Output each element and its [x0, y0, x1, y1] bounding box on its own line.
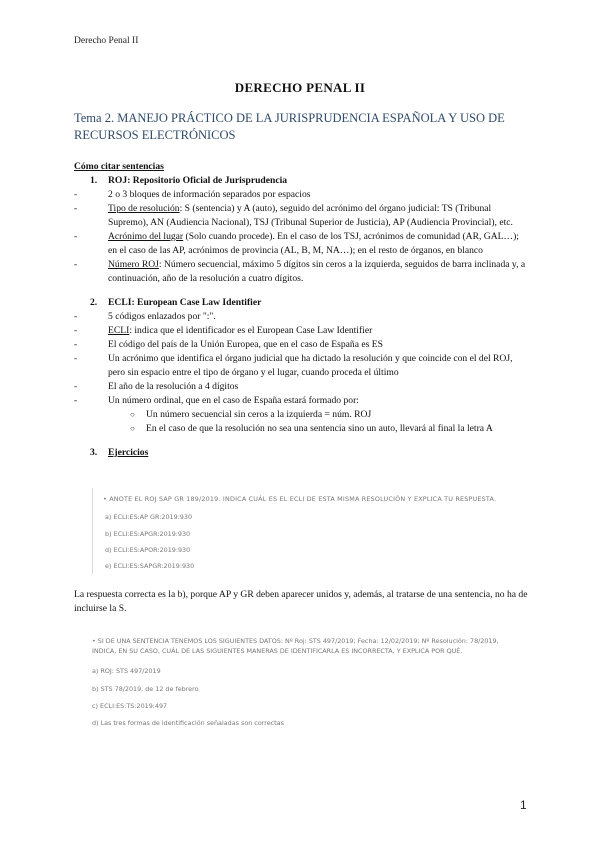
sub-item-text: En el caso de que la resolución no sea una sentencia sino un auto, llevará al final la letra A: [146, 423, 493, 434]
list-item: [74, 380, 528, 394]
ecli-heading: [90, 296, 528, 310]
item-text: : indica que el identificador es el European Case Law Identifier: [129, 325, 373, 336]
list-item: [74, 258, 528, 286]
list-item: [74, 352, 528, 380]
list-item: [74, 230, 528, 258]
sub-list-item: [130, 422, 528, 436]
exercises-title: Ejercicios: [108, 447, 149, 458]
item-text: 5 códigos enlazados por ":".: [108, 311, 216, 322]
exercise-2-image: [92, 636, 522, 727]
dash-bullet: -: [74, 231, 78, 242]
circle-bullet-icon: ○: [130, 410, 135, 419]
item-prefix: Número ROJ: [108, 259, 159, 270]
item-text: Un número ordinal, que en el caso de España estará formado por:: [108, 395, 359, 406]
exercises-number: 3.: [90, 447, 98, 458]
item-text: 2 o 3 bloques de información separados por espacios: [108, 189, 311, 200]
exercise-1-question: • ANOTE EL ROJ SAP GR 189/2019. INDICA CUÁL ES EL ECLI DE ESTA MISMA RESOLUCIÓN Y EXPLICA TU RESPUESTA.: [103, 495, 497, 503]
list-item-text: [108, 380, 528, 394]
exercise-option: a) ECLI:ES:AP GR:2019:930: [105, 513, 193, 521]
exercise-option: d) Las tres formas de identificación señaladas son correctas: [92, 719, 284, 727]
exercise-option: b) ECLI:ES:APGR:2019:930: [105, 530, 191, 538]
list-item-text: [108, 324, 528, 338]
dash-bullet: -: [74, 395, 78, 406]
list-item-text: [108, 188, 528, 202]
item-prefix: Acrónimo del lugar: [108, 231, 184, 242]
exercise-option: e) ECLI:ES:SAPGR:2019:930: [105, 562, 195, 570]
ecli-list: [74, 310, 528, 408]
dash-bullet: -: [74, 339, 78, 350]
dash-bullet: -: [74, 353, 78, 364]
roj-heading: [90, 174, 528, 188]
exercise-1-image: [92, 488, 513, 574]
roj-title: ROJ: Repositorio Oficial de Jurisprudencia: [108, 175, 288, 186]
item-text: : S (sentencia) y A (auto), seguido del acrónimo del órgano judicial: TS (Tribunal Supremo), AN (Audiencia Nacional), TSJ (Tribunal Superior de Justicia), AP (Audiencia Provincial), etc.: [108, 203, 513, 228]
sub-item-text: Un número secuencial sin ceros a la izquierda = núm. ROJ: [146, 409, 372, 420]
exercise-option: c) ECLI:ES:TS:2019:497: [92, 702, 168, 710]
sub-list-item: [130, 408, 528, 422]
list-item: [74, 310, 528, 324]
list-item-text: [108, 310, 528, 324]
list-item: [74, 202, 528, 230]
document-title: DERECHO PENAL II: [234, 80, 366, 95]
list-item-text: [108, 258, 528, 286]
list-item-text: [108, 230, 528, 258]
roj-number: 1.: [90, 175, 98, 186]
ecli-sublist: [74, 408, 528, 436]
item-text: El código del país de la Unión Europea, que en el caso de España es ES: [108, 339, 383, 350]
running-header: Derecho Penal II: [74, 36, 139, 46]
list-item-text: [108, 202, 528, 230]
dash-bullet: -: [74, 325, 78, 336]
circle-bullet-icon: ○: [130, 424, 135, 433]
dash-bullet: -: [74, 259, 78, 270]
item-prefix: Tipo de resolución: [108, 203, 180, 214]
topic-title: Tema 2. MANEJO PRÁCTICO DE LA JURISPRUDENCIA ESPAÑOLA Y USO DE RECURSOS ELECTRÓNICOS: [74, 111, 505, 142]
list-item: [74, 394, 528, 408]
item-prefix: ECLI: [108, 325, 130, 336]
ecli-number: 2.: [90, 297, 98, 308]
list-item: [74, 338, 528, 352]
section-heading: Cómo citar sentencias: [74, 161, 164, 172]
item-text: (Solo cuando procede). En el caso de los TSJ, acrónimos de comunidad (AR, GAL…); en el caso de las AP, acrónimos de provincia (AL, B, M, NA…); en el resto de órganos, en blanco: [108, 231, 519, 256]
item-text: : Número secuencial, máximo 5 dígitos sin ceros a la izquierda, seguidos de barra inclinada y, a continuación, año de la resolución a cuatro dígitos.: [108, 259, 526, 284]
list-item: [74, 188, 528, 202]
item-text: El año de la resolución a 4 dígitos: [108, 381, 239, 392]
list-item-text: [108, 352, 528, 380]
roj-list: [74, 188, 528, 286]
list-item-text: [108, 338, 528, 352]
list-item-text: [108, 394, 528, 408]
exercise-option: a) ROJ: STS 497/2019: [92, 667, 161, 675]
dash-bullet: -: [74, 311, 78, 322]
dash-bullet: -: [74, 203, 78, 214]
dash-bullet: -: [74, 381, 78, 392]
dash-bullet: -: [74, 189, 78, 200]
page-number: 1: [520, 798, 527, 812]
main-content: [74, 160, 528, 460]
exercises-heading: [90, 446, 528, 460]
ecli-title: ECLI: European Case Law Identifier: [108, 297, 262, 308]
item-text: Un acrónimo que identifica el órgano judicial que ha dictado la resolución y que coincide con el del ROJ, pero sin espacio entre el tipo de órgano y el lugar, cuando proceda el último: [108, 353, 513, 378]
list-item: [74, 324, 528, 338]
exercise-2-question: • SI DE UNA SENTENCIA TENEMOS LOS SIGUIENTES DATOS: Nº Roj: STS 497/2019; Fecha: 12/02/2019; Nº Resolución: 78/2019, INDICA, EN SU CASO, CUÁL DE LAS SIGUIENTES MANERAS DE IDENTIFICARLA ES INCORRECTA, Y EXPLICA POR QUÉ.: [92, 637, 499, 655]
exercise-option: d) ECLI:ES:APOR:2019:930: [105, 546, 191, 554]
answer-paragraph: La respuesta correcta es la b), porque AP y GR deben aparecer unidos y, además, al tratarse de una sentencia, no ha de incluirse la S.: [74, 589, 528, 614]
exercise-option: b) STS 78/2019, de 12 de febrero: [92, 685, 199, 693]
